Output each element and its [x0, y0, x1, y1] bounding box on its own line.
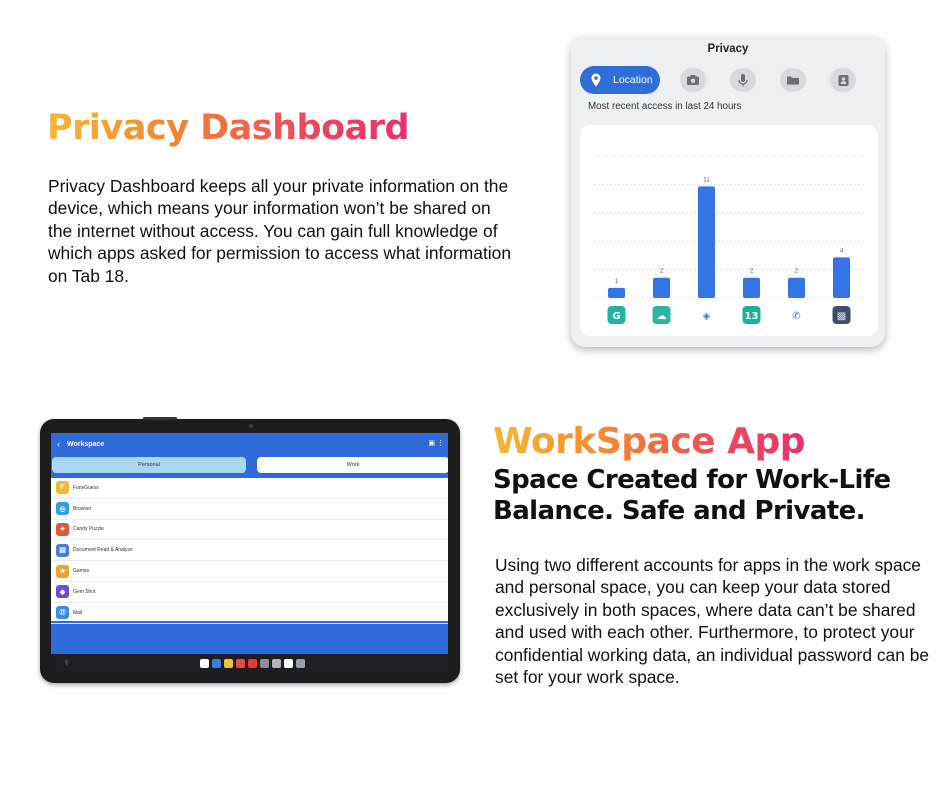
tab-personal[interactable]: Personal: [52, 457, 246, 473]
calendar-icon: [743, 306, 761, 324]
app-name: FansGuess: [73, 484, 99, 491]
location-chip-label: Location: [613, 74, 653, 86]
dock-app-icon[interactable]: [296, 659, 305, 668]
dock-app-icon[interactable]: [212, 659, 221, 668]
bar-value-label: 2: [749, 267, 754, 275]
chart-bar: [608, 288, 625, 298]
files-chip[interactable]: [780, 68, 806, 92]
app-name: Games: [73, 568, 90, 575]
save-icon[interactable]: ▣: [428, 440, 436, 447]
location-chip[interactable]: [580, 66, 660, 94]
app-name: Document Read & Analyze: [73, 547, 133, 554]
bar-value-label: 2: [659, 267, 664, 275]
shield-icon: [698, 306, 716, 324]
privacy-card: [571, 36, 885, 347]
android-icon: [833, 306, 851, 324]
location-pin-icon: [588, 72, 604, 88]
bar-value-label: 2: [794, 267, 799, 275]
dock-app-icon[interactable]: [224, 659, 233, 668]
app-icon: @: [56, 606, 69, 619]
privacy-dashboard-description: Privacy Dashboard keeps all your private information on the device, which means your information won’t be shared on the internet without access. You can gain full knowledge of which apps asked for permission to access what information on Tab 18.: [48, 176, 512, 286]
recent-access-caption: Most recent access in last 24 hours: [588, 101, 742, 112]
contacts-chip[interactable]: [830, 68, 856, 92]
dock-app-icon[interactable]: [272, 659, 281, 668]
list-item[interactable]: [51, 499, 448, 520]
workspace-header-title: Workspace: [67, 440, 105, 448]
dock-app-icon[interactable]: [248, 659, 257, 668]
svg-text:▩: ▩: [836, 311, 847, 322]
back-arrow-icon[interactable]: ‹: [57, 439, 60, 449]
access-chart-svg: [580, 125, 878, 336]
list-item[interactable]: [51, 478, 448, 499]
recent-apps-icon[interactable]: ⦀: [65, 660, 69, 667]
dock-app-icon[interactable]: [260, 659, 269, 668]
cloud-icon: [653, 306, 671, 324]
phone-icon: [788, 306, 806, 324]
list-item[interactable]: [51, 561, 448, 582]
app-name: Gem Shot: [73, 588, 96, 595]
chart-bar: [788, 278, 805, 298]
contacts-icon: [837, 74, 850, 87]
privacy-card-title: Privacy: [707, 43, 749, 55]
list-item[interactable]: [51, 540, 448, 561]
app-icon: F: [56, 481, 69, 494]
folder-icon: [786, 74, 800, 86]
camera-chip[interactable]: [680, 68, 706, 92]
app-name: Mail: [73, 609, 83, 616]
list-item[interactable]: [51, 520, 448, 541]
tablet-device: [40, 419, 460, 683]
microphone-icon: [737, 73, 749, 87]
chart-bar: [743, 278, 760, 298]
chart-bar: [653, 278, 670, 298]
app-icon: ◆: [56, 585, 69, 598]
camera-icon: [686, 74, 700, 86]
workspace-app-subtitle: Space Created for Work-Life Balance. Safe and Private.: [493, 465, 891, 526]
workspace-app-description: Using two different accounts for apps in the work space and personal space, you can keep your data stored exclusively in both spaces, where data can’t be shared and used with each other. Furthermore, to protect your confidential working data, an individual password can be set for your work space.: [495, 555, 930, 688]
microphone-chip[interactable]: [730, 68, 756, 92]
workspace-tabs: [51, 456, 448, 474]
bar-value-label: 1: [614, 277, 619, 285]
workspace-header: [51, 433, 448, 455]
svg-text:✆: ✆: [792, 311, 801, 322]
app-icon: ✦: [56, 523, 69, 536]
svg-text:G: G: [612, 311, 621, 322]
access-bar-chart: [580, 125, 878, 336]
app-icon: ▤: [56, 544, 69, 557]
app-icon: ◎: [56, 502, 69, 515]
tablet-screen: [51, 433, 448, 674]
dock-app-icon[interactable]: [236, 659, 245, 668]
front-camera: [249, 424, 253, 428]
svg-text:☁: ☁: [656, 311, 667, 322]
dock-app-icon[interactable]: [284, 659, 293, 668]
app-list: [51, 478, 448, 621]
more-options-icon[interactable]: ⋮: [437, 440, 444, 447]
bar-value-label: 4: [839, 247, 844, 255]
app-dock: [200, 659, 305, 670]
header-actions: [428, 439, 444, 447]
tablet-side-button: [143, 417, 177, 420]
bar-value-label: 11: [703, 176, 710, 184]
app-name: Browser: [73, 505, 92, 512]
list-item[interactable]: [51, 603, 448, 624]
dock-app-icon[interactable]: [200, 659, 209, 668]
chart-bar: [833, 257, 850, 298]
svg-text:◈: ◈: [702, 311, 711, 322]
list-item[interactable]: [51, 582, 448, 603]
app-name: Candy Puzzle: [73, 526, 104, 533]
chart-bar: [698, 186, 715, 298]
svg-text:13: 13: [744, 311, 759, 322]
tab-work[interactable]: Work: [257, 457, 448, 473]
google-icon: [608, 306, 626, 324]
privacy-dashboard-title: Privacy Dashboard: [47, 108, 410, 148]
workspace-app-title: WorkSpace App: [493, 421, 806, 462]
app-icon: ★: [56, 565, 69, 578]
navigation-bar: [51, 654, 448, 674]
permission-chip-row: [580, 66, 880, 94]
